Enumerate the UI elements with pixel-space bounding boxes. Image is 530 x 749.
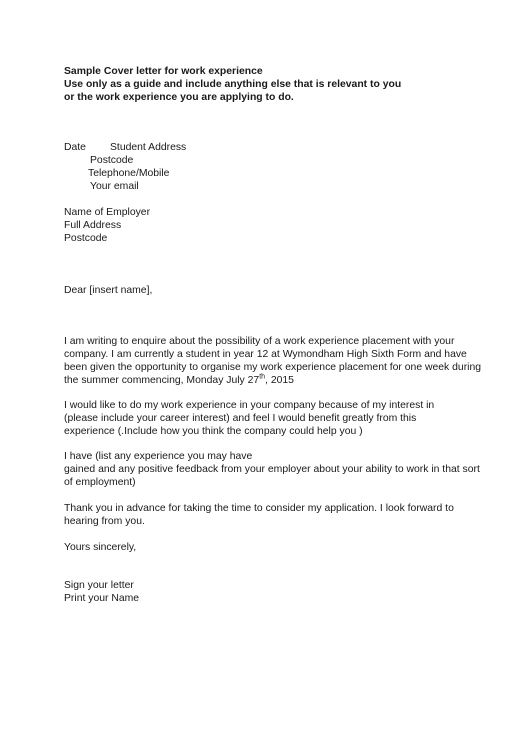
header-instruction-line-2: or the work experience you are applying to do. — [64, 92, 294, 103]
salutation: Dear [insert name], — [64, 285, 153, 296]
paragraph-1-line-2: company. I am currently a student in year 12 at Wymondham High Sixth Form and have — [64, 349, 467, 360]
paragraph-3-line-2: gained and any positive feedback from your employer about your ability to work in that sort — [64, 464, 480, 475]
paragraph-1-date-text: the summer commencing, Monday July 27 — [64, 375, 260, 386]
sender-telephone: Telephone/Mobile — [88, 168, 170, 179]
paragraph-1-line-4 — [64, 374, 294, 387]
employer-name: Name of Employer — [64, 207, 151, 218]
header-instruction-line-1: Use only as a guide and include anything else that is relevant to you — [64, 79, 402, 90]
paragraph-1-line-1: I am writing to enquire about the possibility of a work experience placement with your — [64, 336, 455, 347]
paragraph-4-line-1: Thank you in advance for taking the time to consider my application. I look forward to — [64, 503, 454, 514]
paragraph-4-line-2: hearing from you. — [64, 516, 145, 527]
closing: Yours sincerely, — [64, 542, 137, 553]
employer-address: Full Address — [64, 220, 122, 231]
paragraph-1-year-text: , 2015 — [265, 375, 294, 386]
paragraph-2-line-3: experience (.Include how you think the company could help you ) — [64, 426, 363, 437]
date-label: Date — [64, 142, 86, 153]
paragraph-1-date-suffix: th — [259, 373, 266, 381]
paragraph-1-line-3: been given the opportunity to organise my work experience placement for one week during — [64, 362, 482, 373]
print-name-instruction: Print your Name — [64, 593, 140, 604]
employer-postcode: Postcode — [64, 233, 108, 244]
paragraph-3-line-1: I have (list any experience you may have — [64, 451, 253, 462]
header-title: Sample Cover letter for work experience — [64, 66, 263, 77]
student-address: Student Address — [110, 142, 187, 153]
paragraph-3-line-3: of employment) — [64, 477, 136, 488]
paragraph-2-line-1: I would like to do my work experience in your company because of my interest in — [64, 400, 435, 411]
sender-postcode: Postcode — [90, 155, 134, 166]
sign-instruction: Sign your letter — [64, 580, 134, 591]
paragraph-2-line-2: (please include your career interest) and feel I would benefit greatly from this — [64, 413, 417, 424]
sender-email: Your email — [90, 181, 139, 192]
